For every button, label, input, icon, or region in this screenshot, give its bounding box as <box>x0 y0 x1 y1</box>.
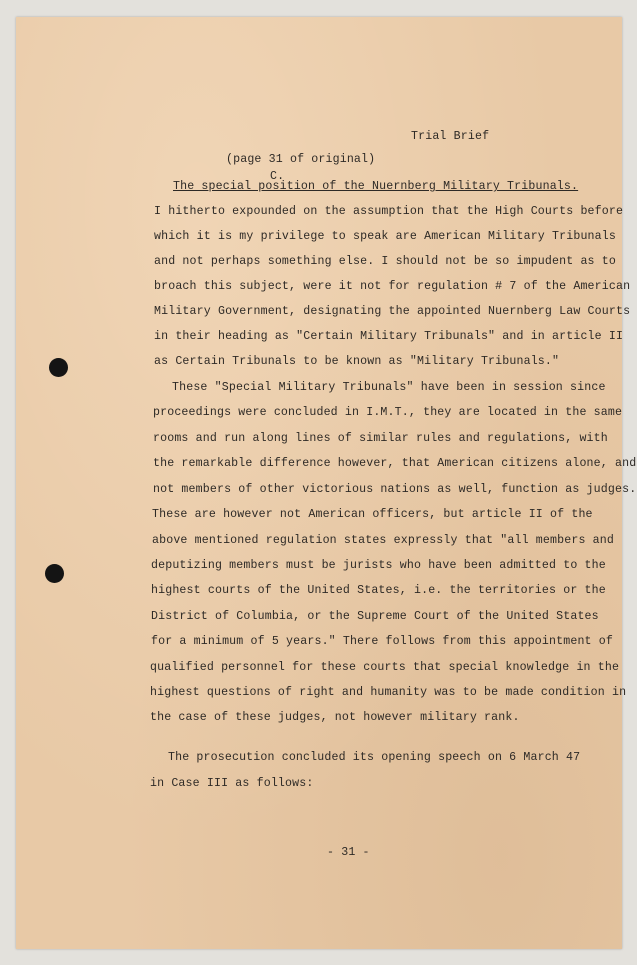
text-line: as Certain Tribunals to be known as "Military Tribunals." <box>154 355 560 368</box>
text-line: proceedings were concluded in I.M.T., they are located in the same <box>153 406 623 419</box>
text-line: for a minimum of 5 years." There follows from this appointment of <box>151 635 613 648</box>
text-line: the remarkable difference however, that American citizens alone, and <box>153 457 637 470</box>
text-line: highest courts of the United States, i.e. the territories or the <box>151 584 606 597</box>
punch-hole-top <box>49 358 68 377</box>
original-page-reference: (page 31 of original) <box>226 153 376 166</box>
text-line: District of Columbia, or the Supreme Court of the United States <box>151 610 599 623</box>
text-line: in Case III as follows: <box>150 777 314 790</box>
text-line: These "Special Military Tribunals" have been in session since <box>172 381 606 394</box>
text-line: I hitherto expounded on the assumption that the High Courts before <box>154 205 624 218</box>
punch-hole-bottom <box>45 564 64 583</box>
text-line: rooms and run along lines of similar rules and regulations, with <box>153 432 608 445</box>
page-number: - 31 - <box>327 846 370 859</box>
text-line: qualified personnel for these courts that special knowledge in the <box>150 661 620 674</box>
document-header-title: Trial Brief <box>411 130 490 143</box>
text-line: in their heading as "Certain Military Tribunals" and in article II <box>154 330 624 343</box>
section-heading: The special position of the Nuernberg Military Tribunals. <box>173 180 579 193</box>
text-line: which it is my privilege to speak are American Military Tribunals <box>154 230 616 243</box>
text-line: not members of other victorious nations as well, function as judges. <box>153 483 637 496</box>
text-line: The prosecution concluded its opening speech on 6 March 47 <box>168 751 581 764</box>
text-line: deputizing members must be jurists who have been admitted to the <box>151 559 606 572</box>
text-line: highest questions of right and humanity was to be made condition in <box>150 686 627 699</box>
text-line: Military Government, designating the appointed Nuernberg Law Courts <box>154 305 631 318</box>
text-line: These are however not American officers, but article II of the <box>152 508 593 521</box>
text-line: the case of these judges, not however military rank. <box>150 711 520 724</box>
section-letter: C. <box>270 170 285 183</box>
text-line: broach this subject, were it not for regulation # 7 of the American <box>154 280 631 293</box>
text-line: and not perhaps something else. I should not be so impudent as to <box>154 255 616 268</box>
text-line: above mentioned regulation states expressly that "all members and <box>152 534 614 547</box>
